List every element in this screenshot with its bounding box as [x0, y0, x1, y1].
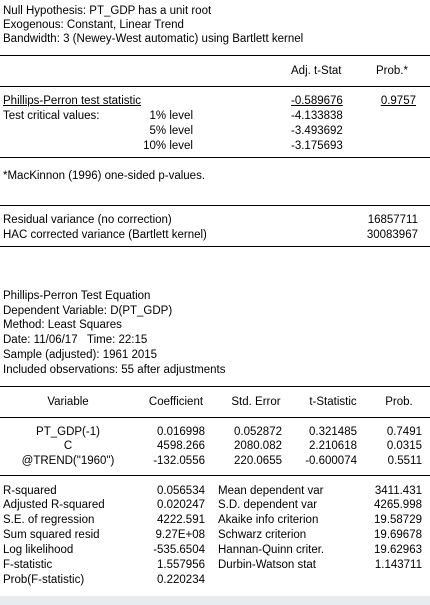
stat-label: Akaike info criterion	[218, 514, 319, 526]
rule-after-crit	[0, 157, 430, 158]
row-coef: 0.016998	[157, 426, 205, 438]
stat-value: 0.220234	[157, 574, 205, 586]
method: Method: Least Squares	[3, 319, 122, 331]
col-variable: Variable	[47, 396, 89, 408]
stat-value: 3411.431	[374, 485, 422, 497]
row-prob: 0.7491	[386, 426, 422, 438]
col-prob: Prob.*	[376, 65, 408, 77]
stat-label: S.E. of regression	[3, 514, 95, 526]
resid-variance-value: 16857711	[367, 214, 418, 226]
rule-coef-header	[0, 417, 430, 418]
row-coef: 4598.266	[157, 440, 205, 452]
stat-label: S.D. dependent var	[218, 499, 318, 511]
stat-label: Durbin-Watson stat	[218, 559, 316, 571]
rule-stats-top	[0, 475, 430, 476]
null-hypothesis: Null Hypothesis: PT_GDP has a unit root	[3, 5, 212, 17]
level-10-value: -3.175693	[291, 140, 343, 152]
col-prob-coef: Prob.	[385, 396, 413, 408]
level-1-value: -4.133838	[291, 110, 343, 122]
resid-variance-label: Residual variance (no correction)	[3, 214, 172, 226]
col-coefficient: Coefficient	[148, 396, 204, 408]
level-10: 10% level	[143, 140, 193, 152]
date-time: Date: 11/06/17 Time: 22:15	[3, 334, 148, 346]
stat-label: Schwarz criterion	[218, 529, 307, 541]
stat-value: 4265.998	[374, 499, 422, 511]
hac-variance-label: HAC corrected variance (Bartlett kernel)	[3, 229, 207, 241]
stat-label: R-squared	[3, 485, 57, 497]
stat-value: 1.557956	[157, 559, 205, 571]
stat-label: Sum squared resid	[3, 529, 100, 541]
equation-title: Phillips-Perron Test Equation	[3, 290, 151, 302]
stat-label: Hannan-Quinn criter.	[218, 544, 325, 556]
stat-label: Mean dependent var	[218, 485, 324, 497]
rule-top	[0, 55, 430, 56]
stat-label: F-statistic	[3, 559, 53, 571]
col-t-statistic: t-Statistic	[309, 396, 357, 408]
level-5: 5% level	[149, 125, 193, 137]
row-tstat: -0.600074	[305, 455, 357, 467]
col-adj-t-stat: Adj. t-Stat	[291, 65, 342, 77]
exogenous-line: Exogenous: Constant, Linear Trend	[3, 19, 184, 31]
row-coef: -132.0556	[153, 455, 205, 467]
row-prob: 0.0315	[386, 440, 422, 452]
dependent-variable: Dependent Variable: D(PT_GDP)	[3, 305, 173, 317]
row-tstat: 2.210618	[309, 440, 357, 452]
row-prob: 0.5511	[387, 455, 422, 467]
level-5-value: -3.493692	[291, 125, 343, 137]
stat-label: Log likelihood	[3, 544, 74, 556]
sample: Sample (adjusted): 1961 2015	[3, 349, 158, 361]
hac-variance-value: 30083967	[366, 229, 418, 241]
level-1: 1% level	[149, 110, 193, 122]
row-se: 2080.082	[234, 440, 282, 452]
stat-label: Prob(F-statistic)	[3, 574, 85, 586]
stat-label: Adjusted R-squared	[3, 499, 105, 511]
mackinnon-footnote: *MacKinnon (1996) one-sided p-values.	[3, 170, 206, 182]
bandwidth-line: Bandwidth: 3 (Newey-West automatic) using Bartlett kernel	[3, 33, 304, 45]
pp-stat: -0.589676	[291, 95, 343, 107]
stat-value: 19.62963	[374, 544, 422, 556]
observations: Included observations: 55 after adjustments	[3, 364, 226, 376]
row-var: C	[63, 440, 73, 452]
rule-coef-top	[0, 386, 430, 387]
row-se: 220.0655	[234, 455, 282, 467]
stat-value: 0.056534	[157, 485, 205, 497]
stat-value: 19.58729	[374, 514, 422, 526]
stat-value: 9.27E+08	[155, 529, 205, 541]
row-var: PT_GDP(-1)	[36, 426, 100, 438]
pp-label: Phillips-Perron test statistic	[3, 95, 142, 107]
stat-value: 0.020247	[157, 499, 205, 511]
stat-value: -535.6504	[153, 544, 205, 556]
row-tstat: 0.321485	[309, 426, 357, 438]
crit-label: Test critical values:	[3, 110, 100, 122]
rule-variance-top	[0, 205, 430, 206]
rule-header	[0, 86, 430, 87]
stat-value: 4222.591	[157, 514, 205, 526]
pp-prob: 0.9757	[380, 95, 416, 107]
stat-value: 1.143711	[374, 559, 422, 571]
window-bottom-edge	[0, 596, 430, 605]
col-std-error: Std. Error	[231, 396, 281, 408]
stat-value: 19.69678	[374, 529, 422, 541]
row-se: 0.052872	[234, 426, 282, 438]
rule-variance-bottom	[0, 246, 430, 247]
row-var: @TREND("1960")	[21, 455, 115, 467]
